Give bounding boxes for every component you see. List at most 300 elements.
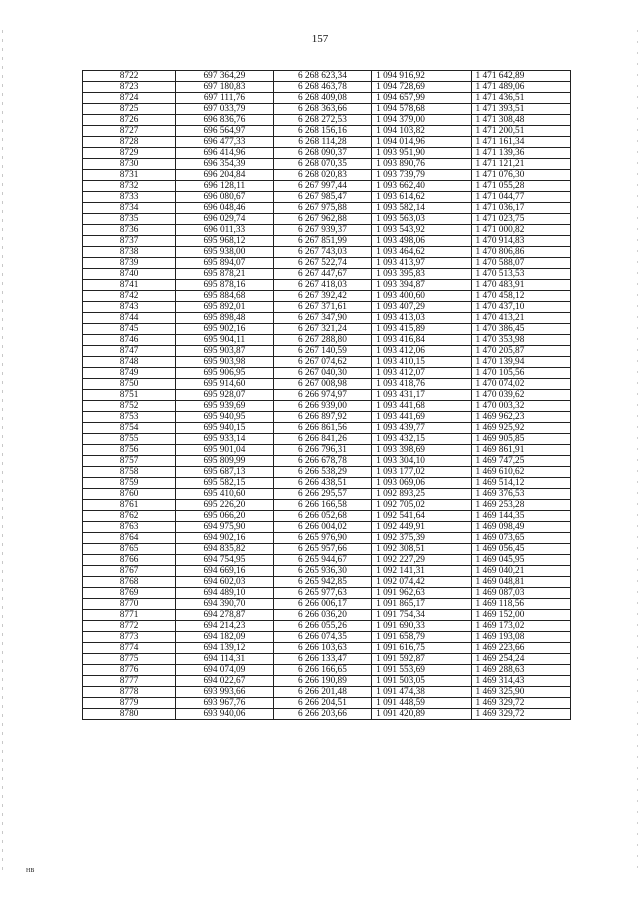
table-row: [83, 577, 571, 588]
coordinate-cell: 695 938,00: [176, 247, 274, 258]
coordinate-cell: 1 470 074,02: [471, 379, 570, 390]
coordinate-cell: 6 267 371,61: [273, 302, 371, 313]
coordinate-cell: 1 470 914,83: [471, 236, 570, 247]
coordinate-cell: 6 267 851,99: [273, 236, 371, 247]
table-row: [83, 71, 571, 82]
coordinate-cell: 1 469 144,35: [471, 511, 570, 522]
coordinate-cell: 1 469 098,49: [471, 522, 570, 533]
coordinate-cell: 6 267 522,74: [273, 258, 371, 269]
table-row: [83, 478, 571, 489]
coordinate-cell: 1 092 893,25: [372, 489, 471, 500]
point-number-cell: 8770: [83, 599, 176, 610]
coordinate-cell: 697 111,76: [176, 93, 274, 104]
coordinate-cell: 1 469 223,66: [471, 643, 570, 654]
coordinate-cell: 694 278,87: [176, 610, 274, 621]
coordinate-cell: 1 093 614,62: [372, 192, 471, 203]
coordinate-cell: 1 094 578,68: [372, 104, 471, 115]
point-number-cell: 8742: [83, 291, 176, 302]
point-number-cell: 8739: [83, 258, 176, 269]
coordinates-table: [82, 70, 571, 720]
coordinate-cell: 1 093 304,10: [372, 456, 471, 467]
table-row: [83, 379, 571, 390]
coordinate-cell: 697 364,29: [176, 71, 274, 82]
point-number-cell: 8754: [83, 423, 176, 434]
table-row: [83, 335, 571, 346]
coordinate-cell: 6 267 447,67: [273, 269, 371, 280]
coordinate-cell: 1 091 865,17: [372, 599, 471, 610]
point-number-cell: 8740: [83, 269, 176, 280]
coordinate-cell: 1 091 474,38: [372, 687, 471, 698]
coordinate-cell: 1 091 553,69: [372, 665, 471, 676]
coordinate-cell: 1 469 048,81: [471, 577, 570, 588]
point-number-cell: 8771: [83, 610, 176, 621]
point-number-cell: 8763: [83, 522, 176, 533]
point-number-cell: 8730: [83, 159, 176, 170]
coordinate-cell: 1 470 139,94: [471, 357, 570, 368]
coordinate-cell: 1 469 314,43: [471, 676, 570, 687]
coordinate-cell: 1 471 036,17: [471, 203, 570, 214]
coordinate-cell: 1 471 642,89: [471, 71, 570, 82]
coordinate-cell: 1 471 055,28: [471, 181, 570, 192]
table-row: [83, 401, 571, 412]
point-number-cell: 8735: [83, 214, 176, 225]
coordinate-cell: 1 093 441,69: [372, 412, 471, 423]
coordinate-cell: 694 754,95: [176, 555, 274, 566]
coordinate-cell: 6 266 074,35: [273, 632, 371, 643]
coordinate-cell: 695 410,60: [176, 489, 274, 500]
coordinate-cell: 1 469 962,23: [471, 412, 570, 423]
coordinate-cell: 1 469 329,72: [471, 709, 570, 720]
scan-edge-right: [637, 30, 638, 870]
coordinate-cell: 6 266 538,29: [273, 467, 371, 478]
coordinate-cell: 1 094 916,92: [372, 71, 471, 82]
table-row: [83, 687, 571, 698]
coordinate-cell: 697 033,79: [176, 104, 274, 115]
table-row: [83, 445, 571, 456]
coordinate-cell: 1 093 439,77: [372, 423, 471, 434]
table-row: [83, 423, 571, 434]
table-row: [83, 698, 571, 709]
coordinate-cell: 6 265 977,63: [273, 588, 371, 599]
coordinate-cell: 6 266 190,89: [273, 676, 371, 687]
coordinate-cell: 1 471 489,06: [471, 82, 570, 93]
table-row: [83, 280, 571, 291]
coordinate-cell: 694 139,12: [176, 643, 274, 654]
table-row: [83, 511, 571, 522]
coordinate-cell: 696 080,67: [176, 192, 274, 203]
point-number-cell: 8768: [83, 577, 176, 588]
coordinate-cell: 696 354,39: [176, 159, 274, 170]
coordinate-cell: 6 266 052,68: [273, 511, 371, 522]
coordinate-cell: 6 267 288,80: [273, 335, 371, 346]
coordinate-cell: 1 093 431,17: [372, 390, 471, 401]
table-row: [83, 93, 571, 104]
coordinate-cell: 6 266 133,47: [273, 654, 371, 665]
coordinate-cell: 695 226,20: [176, 500, 274, 511]
coordinate-cell: 694 902,16: [176, 533, 274, 544]
coordinate-cell: 1 093 951,90: [372, 148, 471, 159]
coordinate-cell: 6 267 985,47: [273, 192, 371, 203]
coordinate-cell: 1 092 705,02: [372, 500, 471, 511]
coordinate-cell: 696 048,46: [176, 203, 274, 214]
table-row: [83, 170, 571, 181]
point-number-cell: 8779: [83, 698, 176, 709]
coordinate-cell: 1 471 200,51: [471, 126, 570, 137]
coordinate-cell: 1 470 003,32: [471, 401, 570, 412]
coordinate-cell: 6 266 678,78: [273, 456, 371, 467]
table-row: [83, 346, 571, 357]
coordinate-cell: 1 471 139,36: [471, 148, 570, 159]
coordinate-cell: 1 093 398,69: [372, 445, 471, 456]
coordinate-cell: 694 114,31: [176, 654, 274, 665]
coordinate-cell: 1 091 420,89: [372, 709, 471, 720]
coordinate-cell: 694 489,10: [176, 588, 274, 599]
coordinate-cell: 694 602,03: [176, 577, 274, 588]
coordinate-cell: 6 267 975,88: [273, 203, 371, 214]
point-number-cell: 8723: [83, 82, 176, 93]
table-row: [83, 544, 571, 555]
coordinate-cell: 6 267 997,44: [273, 181, 371, 192]
coordinate-cell: 1 093 412,06: [372, 346, 471, 357]
coordinate-cell: 695 878,16: [176, 280, 274, 291]
coordinate-cell: 6 266 036,20: [273, 610, 371, 621]
coordinate-cell: 1 091 503,05: [372, 676, 471, 687]
coordinate-cell: 6 266 006,17: [273, 599, 371, 610]
point-number-cell: 8733: [83, 192, 176, 203]
footer-mark: HB: [26, 868, 35, 874]
coordinate-cell: 1 471 023,75: [471, 214, 570, 225]
coordinate-cell: 6 268 463,78: [273, 82, 371, 93]
coordinate-cell: 1 471 436,51: [471, 93, 570, 104]
coordinate-cell: 695 066,20: [176, 511, 274, 522]
coordinate-cell: 1 094 728,69: [372, 82, 471, 93]
coordinate-cell: 1 093 416,84: [372, 335, 471, 346]
coordinate-cell: 695 903,98: [176, 357, 274, 368]
coordinate-cell: 1 469 905,85: [471, 434, 570, 445]
table-row: [83, 137, 571, 148]
coordinate-cell: 6 266 004,02: [273, 522, 371, 533]
coordinate-cell: 1 091 690,33: [372, 621, 471, 632]
coordinate-cell: 1 469 173,02: [471, 621, 570, 632]
coordinate-cell: 6 266 897,92: [273, 412, 371, 423]
coordinate-cell: 694 669,16: [176, 566, 274, 577]
coordinate-cell: 1 469 861,91: [471, 445, 570, 456]
point-number-cell: 8749: [83, 368, 176, 379]
coordinate-cell: 1 470 105,56: [471, 368, 570, 379]
coordinate-cell: 697 180,83: [176, 82, 274, 93]
coordinate-cell: 695 903,87: [176, 346, 274, 357]
coordinate-cell: 6 268 156,16: [273, 126, 371, 137]
table-row: [83, 500, 571, 511]
coordinate-cell: 695 809,99: [176, 456, 274, 467]
point-number-cell: 8736: [83, 225, 176, 236]
table-row: [83, 269, 571, 280]
coordinate-cell: 695 933,14: [176, 434, 274, 445]
coordinate-cell: 1 469 152,00: [471, 610, 570, 621]
coordinate-cell: 1 469 925,92: [471, 423, 570, 434]
coordinate-cell: 694 214,23: [176, 621, 274, 632]
point-number-cell: 8777: [83, 676, 176, 687]
coordinate-cell: 1 471 044,77: [471, 192, 570, 203]
coordinate-cell: 1 469 118,56: [471, 599, 570, 610]
coordinate-cell: 1 091 658,79: [372, 632, 471, 643]
point-number-cell: 8766: [83, 555, 176, 566]
table-row: [83, 434, 571, 445]
coordinate-cell: 6 267 321,24: [273, 324, 371, 335]
point-number-cell: 8775: [83, 654, 176, 665]
table-row: [83, 665, 571, 676]
point-number-cell: 8753: [83, 412, 176, 423]
coordinate-cell: 695 898,48: [176, 313, 274, 324]
coordinate-cell: 1 092 449,91: [372, 522, 471, 533]
point-number-cell: 8758: [83, 467, 176, 478]
coordinate-cell: 1 470 205,87: [471, 346, 570, 357]
coordinate-cell: 1 469 329,72: [471, 698, 570, 709]
coordinate-cell: 1 093 739,79: [372, 170, 471, 181]
coordinate-cell: 694 390,70: [176, 599, 274, 610]
coordinate-cell: 1 470 483,91: [471, 280, 570, 291]
coordinate-cell: 696 029,74: [176, 214, 274, 225]
coordinates-table-body: [83, 71, 571, 720]
coordinate-cell: 6 267 939,37: [273, 225, 371, 236]
point-number-cell: 8728: [83, 137, 176, 148]
point-number-cell: 8751: [83, 390, 176, 401]
table-row: [83, 214, 571, 225]
coordinate-cell: 1 470 458,12: [471, 291, 570, 302]
coordinate-cell: 6 266 103,63: [273, 643, 371, 654]
coordinate-cell: 696 414,96: [176, 148, 274, 159]
table-row: [83, 82, 571, 93]
coordinate-cell: 693 940,06: [176, 709, 274, 720]
coordinate-cell: 695 914,60: [176, 379, 274, 390]
coordinate-cell: 1 471 161,34: [471, 137, 570, 148]
coordinate-cell: 1 469 747,25: [471, 456, 570, 467]
table-row: [83, 258, 571, 269]
point-number-cell: 8745: [83, 324, 176, 335]
coordinate-cell: 1 469 045,95: [471, 555, 570, 566]
coordinate-cell: 1 092 541,64: [372, 511, 471, 522]
table-row: [83, 489, 571, 500]
table-row: [83, 709, 571, 720]
point-number-cell: 8747: [83, 346, 176, 357]
coordinate-cell: 1 470 806,86: [471, 247, 570, 258]
coordinate-cell: 1 469 254,24: [471, 654, 570, 665]
point-number-cell: 8760: [83, 489, 176, 500]
coordinate-cell: 1 469 193,08: [471, 632, 570, 643]
coordinate-cell: 694 022,67: [176, 676, 274, 687]
coordinate-cell: 1 093 563,03: [372, 214, 471, 225]
point-number-cell: 8738: [83, 247, 176, 258]
table-row: [83, 654, 571, 665]
coordinate-cell: 6 265 944,67: [273, 555, 371, 566]
point-number-cell: 8732: [83, 181, 176, 192]
point-number-cell: 8724: [83, 93, 176, 104]
scan-edge-left: [2, 30, 3, 870]
coordinate-cell: 6 268 070,35: [273, 159, 371, 170]
coordinate-cell: 1 093 400,60: [372, 291, 471, 302]
coordinate-cell: 696 836,76: [176, 115, 274, 126]
coordinate-cell: 1 469 376,53: [471, 489, 570, 500]
point-number-cell: 8772: [83, 621, 176, 632]
coordinate-cell: 6 266 201,48: [273, 687, 371, 698]
coordinate-cell: 6 267 074,62: [273, 357, 371, 368]
table-row: [83, 126, 571, 137]
coordinate-cell: 694 182,09: [176, 632, 274, 643]
coordinate-cell: 6 268 020,83: [273, 170, 371, 181]
coordinate-cell: 1 469 073,65: [471, 533, 570, 544]
coordinate-cell: 6 267 743,03: [273, 247, 371, 258]
coordinate-cell: 695 906,95: [176, 368, 274, 379]
coordinate-cell: 1 471 308,48: [471, 115, 570, 126]
coordinate-cell: 1 093 662,40: [372, 181, 471, 192]
coordinate-cell: 693 993,66: [176, 687, 274, 698]
point-number-cell: 8725: [83, 104, 176, 115]
coordinate-cell: 695 940,15: [176, 423, 274, 434]
point-number-cell: 8780: [83, 709, 176, 720]
coordinate-cell: 695 939,69: [176, 401, 274, 412]
coordinate-cell: 1 093 543,92: [372, 225, 471, 236]
coordinate-cell: 6 266 203,66: [273, 709, 371, 720]
coordinate-cell: 1 091 754,34: [372, 610, 471, 621]
table-row: [83, 533, 571, 544]
table-row: [83, 566, 571, 577]
coordinate-cell: 695 892,01: [176, 302, 274, 313]
point-number-cell: 8762: [83, 511, 176, 522]
coordinate-cell: 695 884,68: [176, 291, 274, 302]
point-number-cell: 8743: [83, 302, 176, 313]
point-number-cell: 8769: [83, 588, 176, 599]
coordinate-cell: 1 093 890,76: [372, 159, 471, 170]
coordinate-cell: 696 564,97: [176, 126, 274, 137]
point-number-cell: 8752: [83, 401, 176, 412]
table-row: [83, 588, 571, 599]
table-row: [83, 324, 571, 335]
coordinate-cell: 694 975,90: [176, 522, 274, 533]
coordinate-cell: 1 092 308,51: [372, 544, 471, 555]
coordinate-cell: 6 267 347,90: [273, 313, 371, 324]
coordinate-cell: 1 094 379,00: [372, 115, 471, 126]
coordinate-cell: 1 093 432,15: [372, 434, 471, 445]
coordinate-cell: 1 470 413,21: [471, 313, 570, 324]
coordinate-cell: 695 687,13: [176, 467, 274, 478]
table-row: [83, 643, 571, 654]
coordinate-cell: 695 878,21: [176, 269, 274, 280]
page-number: 157: [311, 33, 329, 45]
coordinate-cell: 1 470 039,62: [471, 390, 570, 401]
point-number-cell: 8765: [83, 544, 176, 555]
table-row: [83, 313, 571, 324]
coordinate-cell: 696 477,33: [176, 137, 274, 148]
coordinate-cell: 6 266 841,26: [273, 434, 371, 445]
point-number-cell: 8731: [83, 170, 176, 181]
table-row: [83, 225, 571, 236]
coordinate-cell: 6 266 166,65: [273, 665, 371, 676]
coordinate-cell: 1 470 588,07: [471, 258, 570, 269]
coordinate-cell: 6 265 942,85: [273, 577, 371, 588]
coordinate-cell: 695 940,95: [176, 412, 274, 423]
coordinate-cell: 1 471 121,21: [471, 159, 570, 170]
coordinate-cell: 1 091 962,63: [372, 588, 471, 599]
coordinate-cell: 696 128,11: [176, 181, 274, 192]
table-row: [83, 291, 571, 302]
coordinate-cell: 695 894,07: [176, 258, 274, 269]
table-row: [83, 676, 571, 687]
coordinate-cell: 1 469 253,28: [471, 500, 570, 511]
point-number-cell: 8737: [83, 236, 176, 247]
coordinate-cell: 1 093 412,07: [372, 368, 471, 379]
coordinate-cell: 6 267 008,98: [273, 379, 371, 390]
table-row: [83, 467, 571, 478]
coordinate-cell: 1 094 657,99: [372, 93, 471, 104]
coordinate-cell: 1 093 441,68: [372, 401, 471, 412]
table-row: [83, 610, 571, 621]
coordinate-cell: 1 092 227,29: [372, 555, 471, 566]
coordinate-cell: 6 267 392,42: [273, 291, 371, 302]
coordinate-cell: 1 092 375,39: [372, 533, 471, 544]
coordinate-cell: 1 093 413,03: [372, 313, 471, 324]
table-row: [83, 181, 571, 192]
table-row: [83, 148, 571, 159]
coordinate-cell: 696 011,33: [176, 225, 274, 236]
coordinate-cell: 1 471 000,82: [471, 225, 570, 236]
coordinate-cell: 1 471 393,51: [471, 104, 570, 115]
coordinate-cell: 695 968,12: [176, 236, 274, 247]
coordinate-cell: 1 093 413,97: [372, 258, 471, 269]
point-number-cell: 8744: [83, 313, 176, 324]
coordinate-cell: 1 469 087,03: [471, 588, 570, 599]
coordinate-cell: 1 093 407,29: [372, 302, 471, 313]
coordinate-cell: 6 265 957,66: [273, 544, 371, 555]
coordinate-cell: 6 268 272,53: [273, 115, 371, 126]
coordinate-cell: 1 093 394,87: [372, 280, 471, 291]
point-number-cell: 8755: [83, 434, 176, 445]
point-number-cell: 8750: [83, 379, 176, 390]
point-number-cell: 8757: [83, 456, 176, 467]
point-number-cell: 8748: [83, 357, 176, 368]
table-row: [83, 632, 571, 643]
point-number-cell: 8764: [83, 533, 176, 544]
table-row: [83, 522, 571, 533]
coordinate-cell: 1 092 074,42: [372, 577, 471, 588]
coordinate-cell: 6 268 114,28: [273, 137, 371, 148]
table-row: [83, 621, 571, 632]
coordinate-cell: 694 835,82: [176, 544, 274, 555]
coordinate-cell: 1 091 592,87: [372, 654, 471, 665]
coordinate-cell: 1 093 415,89: [372, 324, 471, 335]
coordinate-cell: 694 074,09: [176, 665, 274, 676]
table-row: [83, 555, 571, 566]
table-row: [83, 115, 571, 126]
coordinate-cell: 6 267 140,59: [273, 346, 371, 357]
coordinate-cell: 1 091 616,75: [372, 643, 471, 654]
point-number-cell: 8773: [83, 632, 176, 643]
coordinate-cell: 1 091 448,59: [372, 698, 471, 709]
coordinate-cell: 6 268 090,37: [273, 148, 371, 159]
coordinate-cell: 1 469 610,62: [471, 467, 570, 478]
coordinate-cell: 6 267 962,88: [273, 214, 371, 225]
table-row: [83, 357, 571, 368]
coordinate-cell: 6 266 796,31: [273, 445, 371, 456]
point-number-cell: 8746: [83, 335, 176, 346]
coordinate-cell: 1 094 103,82: [372, 126, 471, 137]
table-row: [83, 368, 571, 379]
table-row: [83, 390, 571, 401]
coordinate-cell: 6 266 204,51: [273, 698, 371, 709]
point-number-cell: 8741: [83, 280, 176, 291]
table-row: [83, 203, 571, 214]
point-number-cell: 8761: [83, 500, 176, 511]
coordinate-cell: 6 266 055,26: [273, 621, 371, 632]
